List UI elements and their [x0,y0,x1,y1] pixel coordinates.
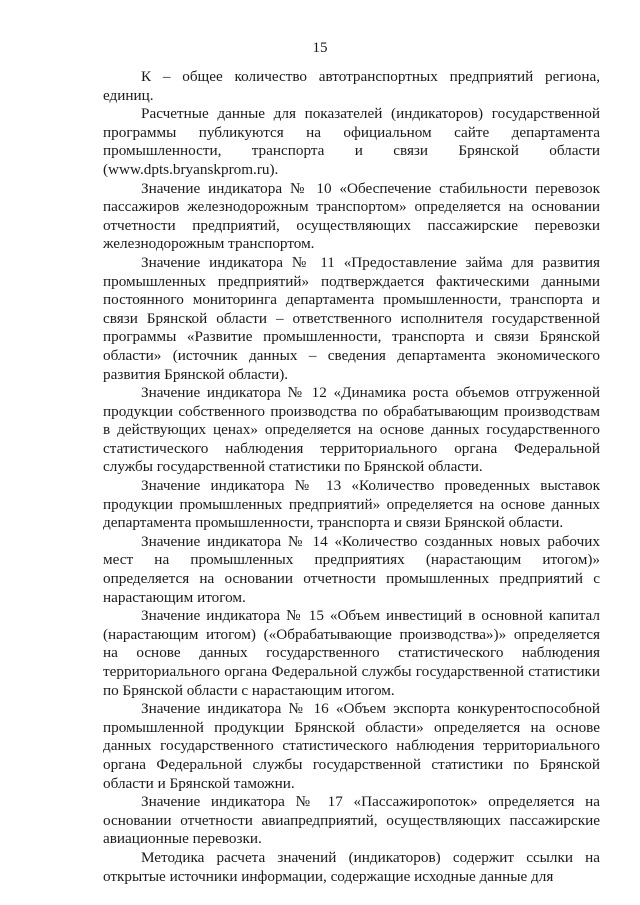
paragraph-indicator-13: Значение индикатора № 13 «Количество проведенных выставок продукции промышленных предприятий» определяется на основе данных департамента промышленности, транспорта и связи Брянской области. [103,477,600,532]
paragraph-k-definition: К – общее количество автотранспортных предприятий региона, единиц. [103,68,600,104]
paragraph-indicator-16: Значение индикатора № 16 «Объем экспорта конкурентоспособной промышленной продукции Брянской области» определяется на основе данных государственного статистического наблюдения территориального органа Федеральной службы государственной статистики по Брянской области и Брянской таможни. [103,700,600,792]
paragraph-indicator-10: Значение индикатора № 10 «Обеспечение стабильности перевозок пассажиров железнодорожным транспортом» определяется на основании отчетности предприятий, осуществляющих пассажирские перевозки железнодорожным транспортом. [103,179,600,253]
paragraph-indicator-11: Значение индикатора № 11 «Предоставление займа для развития промышленных предприятий» подтверждается фактическими данными постоянного мониторинга департамента промышленности, транспорта и связи Брянской области – ответственного исполнителя государственной программы «Развитие промышленности, транспорта и связи Брянской области» (источник данных – сведения департамента экономического развития Брянской области). [103,253,600,383]
paragraph-indicator-14: Значение индикатора № 14 «Количество созданных новых рабочих мест на промышленных предприятиях (нарастающим итогом)» определяется на основании отчетности промышленных предприятий с нарастающим итогом. [103,532,600,606]
paragraph-indicator-17: Значение индикатора № 17 «Пассажиропоток» определяется на основании отчетности авиапредприятий, осуществляющих пассажирские авиационные перевозки. [103,793,600,848]
page-number: 15 [312,40,328,56]
paragraph-indicator-15: Значение индикатора № 15 «Объем инвестиций в основной капитал (нарастающим итогом) («Обрабатывающие производства»)» определяется на основе данных государственного статистического наблюдения территориального органа Федеральной службы государственной статистики по Брянской области с нарастающим итогом. [103,607,600,699]
paragraph-indicator-12: Значение индикатора № 12 «Динамика роста объемов отгруженной продукции собственного производства по обрабатывающим производствам в действующих ценах» определяется на основе данных государственного статистического наблюдения территориального органа Федеральной службы государственной статистики по Брянской области. [103,384,600,476]
paragraph-methodology: Методика расчета значений (индикаторов) содержит ссылки на открытые источники информации, содержащие исходные данные для [103,848,600,885]
paragraph-publication: Расчетные данные для показателей (индикаторов) государственной программы публикуются на официальном сайте департамента промышленности, транспорта и связи Брянской области (www.dpts.bryanskprom.ru). [103,105,600,178]
document-body [103,68,600,886]
